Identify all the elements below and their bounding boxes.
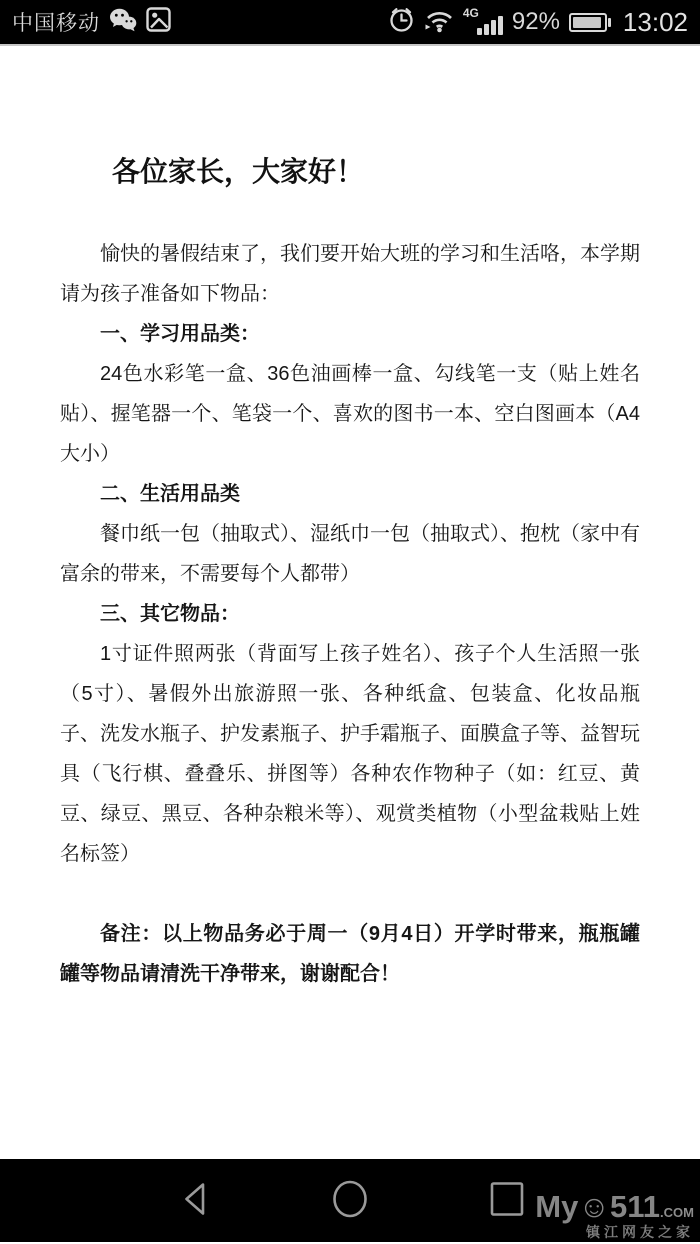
clock-label: 13:02: [622, 6, 688, 37]
watermark-subtitle: 镇江网友之家: [586, 1224, 694, 1240]
section-heading: 二、生活用品类: [100, 483, 240, 505]
signal-bars: [477, 16, 503, 35]
document-title: 各位家长，大家好！: [112, 156, 365, 187]
smiley-icon: ☺: [578, 1189, 611, 1224]
watermark-brand-prefix: My: [535, 1189, 579, 1224]
wechat-icon: [109, 8, 137, 37]
battery-icon: [569, 13, 607, 32]
document-paragraph: 24色水彩笔一盒、36色油画棒一盒、勾线笔一支（贴上姓名贴）、握笔器一个、笔袋一个、喜欢的图书一本、空白图画本（A4大小）: [60, 363, 640, 465]
status-bar-left: [12, 7, 171, 37]
back-button[interactable]: [165, 1159, 225, 1242]
my0511-watermark: [535, 1191, 694, 1239]
wifi-icon: [424, 6, 454, 38]
document-body: [60, 234, 640, 994]
document-paragraph: 1寸证件照两张（背面写上孩子姓名）、孩子个人生活照一张（5寸）、暑假外出旅游照一张、各种纸盒、包装盒、化妆品瓶子、洗发水瓶子、护发素瓶子、护手霜瓶子、面膜盒子等、益智玩具（飞行棋、叠叠乐、拼图等）各种农作物种子（如：红豆、黄豆、绿豆、黑豆、各种杂粮米等）、观赏类植物（小型盆栽贴上姓名标签）: [60, 643, 640, 865]
home-button[interactable]: [320, 1159, 380, 1242]
status-bar-right: [388, 6, 688, 38]
battery-percent-label: 92%: [511, 8, 560, 35]
document-paragraph: 愉快的暑假结束了，我们要开始大班的学习和生活咯，本学期请为孩子准备如下物品：: [60, 243, 640, 305]
status-bar: [0, 0, 700, 46]
signal-strength-icon: [463, 6, 503, 38]
network-type-label: 4G: [462, 6, 479, 20]
recents-button[interactable]: [477, 1159, 537, 1242]
watermark-brand-suffix: 511: [610, 1189, 661, 1224]
section-heading: 一、学习用品类：: [100, 323, 260, 345]
screenshot-icon: [146, 7, 171, 37]
document: [0, 46, 700, 1159]
nav-bar: [0, 1159, 700, 1242]
alarm-clock-icon: [388, 6, 415, 38]
home-icon: [330, 1179, 370, 1222]
back-icon: [180, 1181, 210, 1220]
recents-icon: [489, 1181, 525, 1220]
section-heading: 三、其它物品：: [100, 603, 240, 625]
document-paragraph: 备注：以上物品务必于周一（9月4日）开学时带来，瓶瓶罐罐等物品请清洗干净带来，谢谢配合！: [60, 923, 640, 985]
carrier-label: 中国移动: [12, 12, 100, 35]
watermark-logo: [535, 1191, 694, 1222]
document-paragraph: 餐巾纸一包（抽取式）、湿纸巾一包（抽取式）、抱枕（家中有富余的带来，不需要每个人都带）: [60, 523, 640, 585]
watermark-domain-suffix: .COM: [660, 1205, 694, 1220]
